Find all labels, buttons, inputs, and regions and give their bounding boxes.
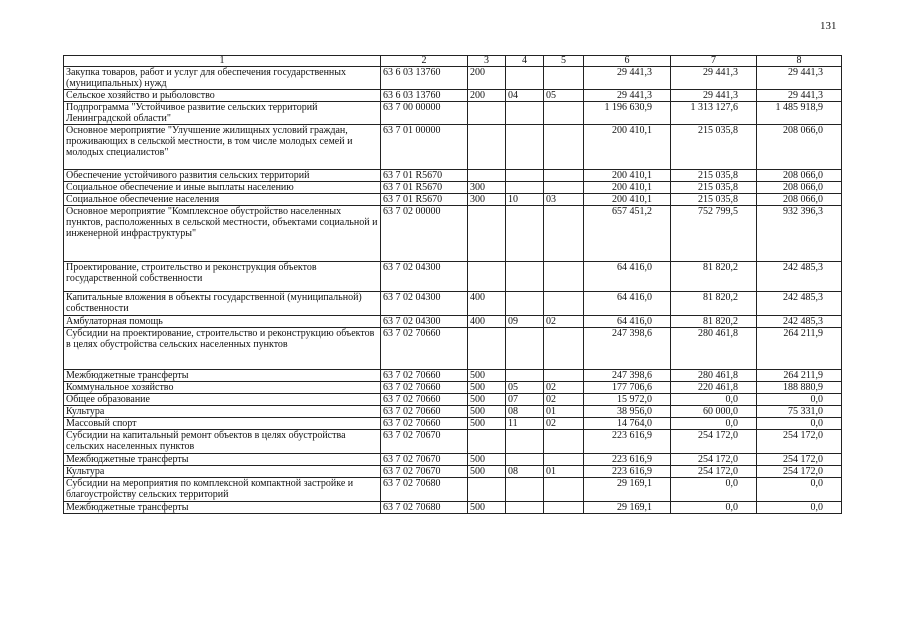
header-cell: 6 — [584, 56, 671, 67]
row-col4 — [506, 292, 544, 316]
row-value-8: 208 066,0 — [757, 170, 842, 182]
row-value-8: 0,0 — [757, 502, 842, 514]
row-col3: 500 — [468, 394, 506, 406]
row-value-7: 215 035,8 — [671, 125, 757, 170]
table-row — [64, 430, 842, 454]
row-name: Межбюджетные трансферты — [64, 370, 381, 382]
header-cell: 5 — [544, 56, 584, 67]
row-code: 63 7 02 70680 — [381, 502, 468, 514]
row-col5 — [544, 102, 584, 125]
row-col4 — [506, 102, 544, 125]
row-col3 — [468, 262, 506, 292]
row-value-7: 0,0 — [671, 394, 757, 406]
row-value-8: 188 880,9 — [757, 382, 842, 394]
header-row — [64, 56, 842, 67]
table-row — [64, 370, 842, 382]
row-value-6: 247 398,6 — [584, 370, 671, 382]
row-code: 63 7 02 70660 — [381, 394, 468, 406]
row-col5: 02 — [544, 418, 584, 430]
row-col3: 200 — [468, 67, 506, 90]
row-code: 63 7 02 70670 — [381, 454, 468, 466]
row-value-8: 75 331,0 — [757, 406, 842, 418]
row-code: 63 7 02 70670 — [381, 466, 468, 478]
row-value-8: 254 172,0 — [757, 430, 842, 454]
row-col4 — [506, 328, 544, 370]
row-value-8: 208 066,0 — [757, 125, 842, 170]
row-name: Культура — [64, 406, 381, 418]
row-code: 63 7 01 00000 — [381, 125, 468, 170]
row-col3: 200 — [468, 90, 506, 102]
header-cell: 1 — [64, 56, 381, 67]
row-code: 63 7 02 70670 — [381, 430, 468, 454]
row-col4 — [506, 478, 544, 502]
row-value-8: 29 441,3 — [757, 90, 842, 102]
row-code: 63 7 01 R5670 — [381, 194, 468, 206]
row-value-6: 200 410,1 — [584, 182, 671, 194]
row-col3: 500 — [468, 466, 506, 478]
table-row — [64, 466, 842, 478]
row-value-8: 264 211,9 — [757, 328, 842, 370]
row-col4: 09 — [506, 316, 544, 328]
row-col4 — [506, 262, 544, 292]
row-value-6: 223 616,9 — [584, 466, 671, 478]
table-row — [64, 394, 842, 406]
row-value-7: 752 799,5 — [671, 206, 757, 262]
row-col3 — [468, 170, 506, 182]
row-value-8: 208 066,0 — [757, 194, 842, 206]
row-col5 — [544, 182, 584, 194]
row-col4 — [506, 170, 544, 182]
row-code: 63 7 02 04300 — [381, 292, 468, 316]
table-row — [64, 328, 842, 370]
row-col4: 05 — [506, 382, 544, 394]
row-col5: 02 — [544, 316, 584, 328]
table-row — [64, 316, 842, 328]
row-value-8: 208 066,0 — [757, 182, 842, 194]
row-value-6: 200 410,1 — [584, 170, 671, 182]
row-value-6: 200 410,1 — [584, 194, 671, 206]
header-cell: 2 — [381, 56, 468, 67]
row-value-7: 220 461,8 — [671, 382, 757, 394]
row-col3: 500 — [468, 406, 506, 418]
row-value-7: 81 820,2 — [671, 262, 757, 292]
row-col4 — [506, 206, 544, 262]
table-row — [64, 406, 842, 418]
row-code: 63 7 01 R5670 — [381, 182, 468, 194]
row-col5: 05 — [544, 90, 584, 102]
row-col3: 400 — [468, 316, 506, 328]
page-number: 131 — [820, 20, 837, 32]
row-value-6: 657 451,2 — [584, 206, 671, 262]
row-col4 — [506, 67, 544, 90]
row-col5 — [544, 370, 584, 382]
row-code: 63 7 02 70660 — [381, 370, 468, 382]
row-code: 63 6 03 13760 — [381, 90, 468, 102]
row-value-8: 242 485,3 — [757, 262, 842, 292]
row-name: Закупка товаров, работ и услуг для обеспечения государственных (муниципальных) нужд — [64, 67, 381, 90]
row-value-7: 29 441,3 — [671, 67, 757, 90]
row-value-6: 177 706,6 — [584, 382, 671, 394]
row-col5: 02 — [544, 394, 584, 406]
row-value-8: 932 396,3 — [757, 206, 842, 262]
row-name: Общее образование — [64, 394, 381, 406]
row-name: Субсидии на мероприятия по комплексной компактной застройке и благоустройству сельских территорий — [64, 478, 381, 502]
row-code: 63 6 03 13760 — [381, 67, 468, 90]
table-row — [64, 382, 842, 394]
row-col3: 300 — [468, 182, 506, 194]
row-value-6: 29 441,3 — [584, 67, 671, 90]
row-name: Субсидии на капитальный ремонт объектов в целях обустройства сельских населенных пунктов — [64, 430, 381, 454]
row-value-6: 29 169,1 — [584, 502, 671, 514]
row-value-6: 223 616,9 — [584, 454, 671, 466]
row-value-7: 81 820,2 — [671, 316, 757, 328]
row-col5: 01 — [544, 466, 584, 478]
row-value-7: 1 313 127,6 — [671, 102, 757, 125]
row-name: Основное мероприятие "Улучшение жилищных условий граждан, проживающих в сельской местности, в том числе молодых семей и молодых специалистов" — [64, 125, 381, 170]
row-name: Капитальные вложения в объекты государственной (муниципальной) собственности — [64, 292, 381, 316]
row-value-8: 254 172,0 — [757, 466, 842, 478]
row-value-7: 0,0 — [671, 502, 757, 514]
row-col3: 300 — [468, 194, 506, 206]
row-value-7: 215 035,8 — [671, 182, 757, 194]
row-value-7: 280 461,8 — [671, 328, 757, 370]
row-col5 — [544, 328, 584, 370]
row-name: Амбулаторная помощь — [64, 316, 381, 328]
table-row — [64, 502, 842, 514]
row-col5 — [544, 454, 584, 466]
row-col4: 10 — [506, 194, 544, 206]
table-row — [64, 292, 842, 316]
row-col5 — [544, 67, 584, 90]
row-col3 — [468, 328, 506, 370]
table-row — [64, 170, 842, 182]
row-code: 63 7 02 70660 — [381, 382, 468, 394]
row-col3: 500 — [468, 502, 506, 514]
table-row — [64, 125, 842, 170]
table-row — [64, 90, 842, 102]
row-value-6: 29 441,3 — [584, 90, 671, 102]
row-col5 — [544, 430, 584, 454]
row-value-7: 81 820,2 — [671, 292, 757, 316]
row-col5: 02 — [544, 382, 584, 394]
row-col4 — [506, 430, 544, 454]
row-value-8: 254 172,0 — [757, 454, 842, 466]
row-col4 — [506, 182, 544, 194]
row-value-7: 254 172,0 — [671, 454, 757, 466]
row-name: Культура — [64, 466, 381, 478]
row-col5 — [544, 502, 584, 514]
row-value-6: 64 416,0 — [584, 316, 671, 328]
row-code: 63 7 02 70680 — [381, 478, 468, 502]
row-code: 63 7 02 04300 — [381, 262, 468, 292]
row-name: Подпрограмма "Устойчивое развитие сельских территорий Ленинградской области" — [64, 102, 381, 125]
row-value-7: 0,0 — [671, 478, 757, 502]
row-value-7: 254 172,0 — [671, 430, 757, 454]
row-col4: 08 — [506, 466, 544, 478]
table-row — [64, 67, 842, 90]
row-col4: 07 — [506, 394, 544, 406]
table-row — [64, 418, 842, 430]
row-code: 63 7 00 00000 — [381, 102, 468, 125]
row-value-6: 64 416,0 — [584, 262, 671, 292]
row-value-6: 223 616,9 — [584, 430, 671, 454]
row-code: 63 7 02 00000 — [381, 206, 468, 262]
row-value-6: 14 764,0 — [584, 418, 671, 430]
row-value-6: 247 398,6 — [584, 328, 671, 370]
row-value-8: 29 441,3 — [757, 67, 842, 90]
row-col4: 08 — [506, 406, 544, 418]
row-col5 — [544, 262, 584, 292]
row-col3: 500 — [468, 382, 506, 394]
row-col3: 500 — [468, 370, 506, 382]
row-name: Социальное обеспечение населения — [64, 194, 381, 206]
row-col4 — [506, 125, 544, 170]
row-value-6: 15 972,0 — [584, 394, 671, 406]
row-value-8: 242 485,3 — [757, 316, 842, 328]
row-code: 63 7 02 70660 — [381, 328, 468, 370]
row-value-7: 29 441,3 — [671, 90, 757, 102]
row-code: 63 7 02 04300 — [381, 316, 468, 328]
row-col4 — [506, 370, 544, 382]
row-col4 — [506, 454, 544, 466]
row-value-6: 38 956,0 — [584, 406, 671, 418]
row-value-8: 1 485 918,9 — [757, 102, 842, 125]
row-value-7: 215 035,8 — [671, 194, 757, 206]
row-name: Проектирование, строительство и реконструкция объектов государственной собственности — [64, 262, 381, 292]
row-name: Социальное обеспечение и иные выплаты населению — [64, 182, 381, 194]
row-name: Массовый спорт — [64, 418, 381, 430]
table-row — [64, 182, 842, 194]
row-col3 — [468, 478, 506, 502]
row-col4 — [506, 502, 544, 514]
row-name: Субсидии на проектирование, строительство и реконструкцию объектов в целях обустройства сельских населенных пунктов — [64, 328, 381, 370]
row-name: Коммунальное хозяйство — [64, 382, 381, 394]
row-value-6: 29 169,1 — [584, 478, 671, 502]
row-code: 63 7 01 R5670 — [381, 170, 468, 182]
row-col3 — [468, 206, 506, 262]
row-name: Межбюджетные трансферты — [64, 454, 381, 466]
row-col5: 03 — [544, 194, 584, 206]
row-col3: 400 — [468, 292, 506, 316]
row-col5: 01 — [544, 406, 584, 418]
row-col3: 500 — [468, 454, 506, 466]
row-col5 — [544, 478, 584, 502]
table-row — [64, 454, 842, 466]
row-value-6: 64 416,0 — [584, 292, 671, 316]
row-value-7: 280 461,8 — [671, 370, 757, 382]
table-row — [64, 478, 842, 502]
row-name: Основное мероприятие "Комплексное обустройство населенных пунктов, расположенных в сельской местности, объектами социальной и инженерной инфраструктуры" — [64, 206, 381, 262]
row-col3 — [468, 102, 506, 125]
row-value-8: 0,0 — [757, 394, 842, 406]
row-code: 63 7 02 70660 — [381, 418, 468, 430]
row-col5 — [544, 206, 584, 262]
budget-table — [63, 55, 842, 514]
row-code: 63 7 02 70660 — [381, 406, 468, 418]
row-value-6: 1 196 630,9 — [584, 102, 671, 125]
table-row — [64, 194, 842, 206]
table-row — [64, 262, 842, 292]
row-name: Сельское хозяйство и рыболовство — [64, 90, 381, 102]
row-col3: 500 — [468, 418, 506, 430]
table-row — [64, 206, 842, 262]
table-row — [64, 102, 842, 125]
header-cell: 4 — [506, 56, 544, 67]
row-col3 — [468, 430, 506, 454]
row-col4: 04 — [506, 90, 544, 102]
row-name: Обеспечение устойчивого развития сельских территорий — [64, 170, 381, 182]
header-cell: 8 — [757, 56, 842, 67]
row-col3 — [468, 125, 506, 170]
row-value-8: 264 211,9 — [757, 370, 842, 382]
row-name: Межбюджетные трансферты — [64, 502, 381, 514]
row-col4: 11 — [506, 418, 544, 430]
row-col5 — [544, 125, 584, 170]
row-value-7: 254 172,0 — [671, 466, 757, 478]
row-value-8: 242 485,3 — [757, 292, 842, 316]
row-col5 — [544, 292, 584, 316]
row-value-7: 215 035,8 — [671, 170, 757, 182]
row-value-6: 200 410,1 — [584, 125, 671, 170]
row-value-8: 0,0 — [757, 418, 842, 430]
header-cell: 3 — [468, 56, 506, 67]
row-value-7: 60 000,0 — [671, 406, 757, 418]
header-cell: 7 — [671, 56, 757, 67]
row-value-8: 0,0 — [757, 478, 842, 502]
row-value-7: 0,0 — [671, 418, 757, 430]
row-col5 — [544, 170, 584, 182]
